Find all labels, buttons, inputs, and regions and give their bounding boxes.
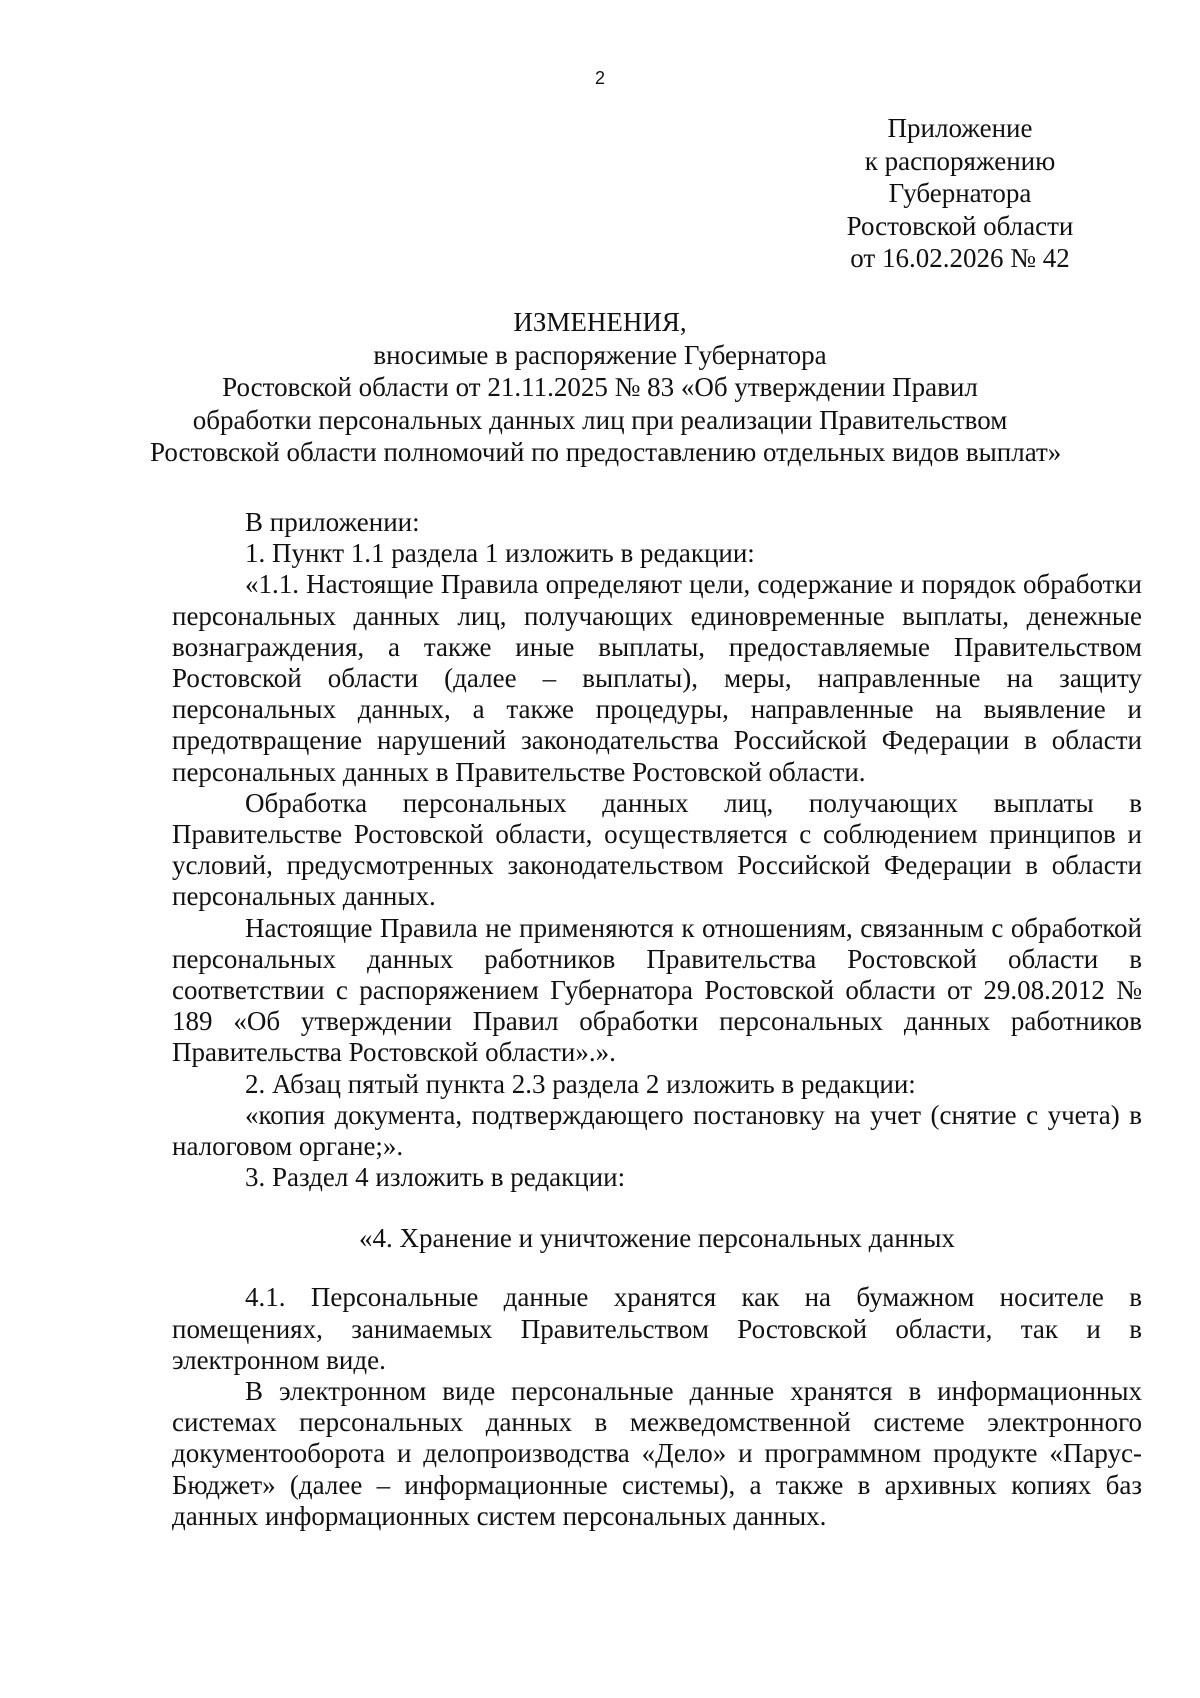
appendix-line: к распоряжению [864, 145, 1056, 176]
paragraph: В приложении: [245, 507, 420, 537]
appendix-line: от 16.02.2026 № 42 [850, 243, 1070, 273]
document-title [150, 306, 1062, 469]
appendix-line: Губернатора [888, 178, 1032, 208]
paragraph: Настоящие Правила не применяются к отношениям, связанным с обработкой персональных данных работников Правительства Ростовской области в соответствии с распоряжением Губернатора Ростовской области от 29.08.2012 № 189 «Об утверждении Правил обработки персональных данных работников Правительства Ростовской области».». [172, 912, 1142, 1068]
page-number: 2 [594, 68, 605, 88]
paragraph: Обработка персональных данных лиц, получающих выплаты в Правительстве Ростовской области, осуществляется с соблюдением принципов и условий, предусмотренных законодательством Российской Федерации в области персональных данных. [172, 787, 1142, 912]
section-heading: «4. Хранение и уничтожение персональных данных [359, 1223, 955, 1254]
title-line: Ростовской области полномочий по предоставлению отдельных видов выплат» [150, 437, 1062, 467]
title-line: Ростовской области от 21.11.2025 № 83 «Об утверждении Правил [222, 372, 978, 402]
appendix-line: Приложение [887, 113, 1033, 143]
paragraph: 3. Раздел 4 изложить в редакции: [245, 1162, 626, 1193]
title-line: обработки персональных данных лиц при реализации Правительством [192, 404, 1008, 435]
document-body [172, 507, 1142, 1532]
paragraph: В электронном виде персональные данные хранятся в информационных системах персональных данных в межведомственной системе электронного документооборота и делопроизводства «Дело» и программном продукте «Парус-Бюджет» (далее – информационные системы), а также в архивных копиях баз данных информационных систем персональных данных. [172, 1376, 1142, 1531]
paragraph: «копия документа, подтверждающего постановку на учет (снятие с учета) в налоговом органе;». [172, 1099, 1142, 1162]
paragraph: 4.1. Персональные данные хранятся как на бумажном носителе в помещениях, занимаемых Правительством Ростовской области, так и в электронном виде. [172, 1282, 1142, 1375]
title-line: вносимые в распоряжение Губернатора [373, 339, 827, 370]
title-heading: ИЗМЕНЕНИЯ, [513, 307, 687, 337]
appendix-line: Ростовской области [846, 210, 1074, 241]
paragraph: 1. Пункт 1.1 раздела 1 изложить в редакции: [245, 538, 755, 569]
paragraph: «1.1. Настоящие Правила определяют цели, содержание и порядок обработки персональных данных лиц, получающих единовременные выплаты, денежные вознаграждения, а также иные выплаты, предоставляемые Правительством Ростовской области (далее – выплаты), меры, направленные на защиту персональных данных, а также процедуры, направленные на выявление и предотвращение нарушений законодательства Российской Федерации в области персональных данных в Правительстве Ростовской области. [172, 569, 1142, 787]
appendix-block [815, 112, 1105, 275]
paragraph: 2. Абзац пятый пункта 2.3 раздела 2 изложить в редакции: [245, 1068, 916, 1099]
